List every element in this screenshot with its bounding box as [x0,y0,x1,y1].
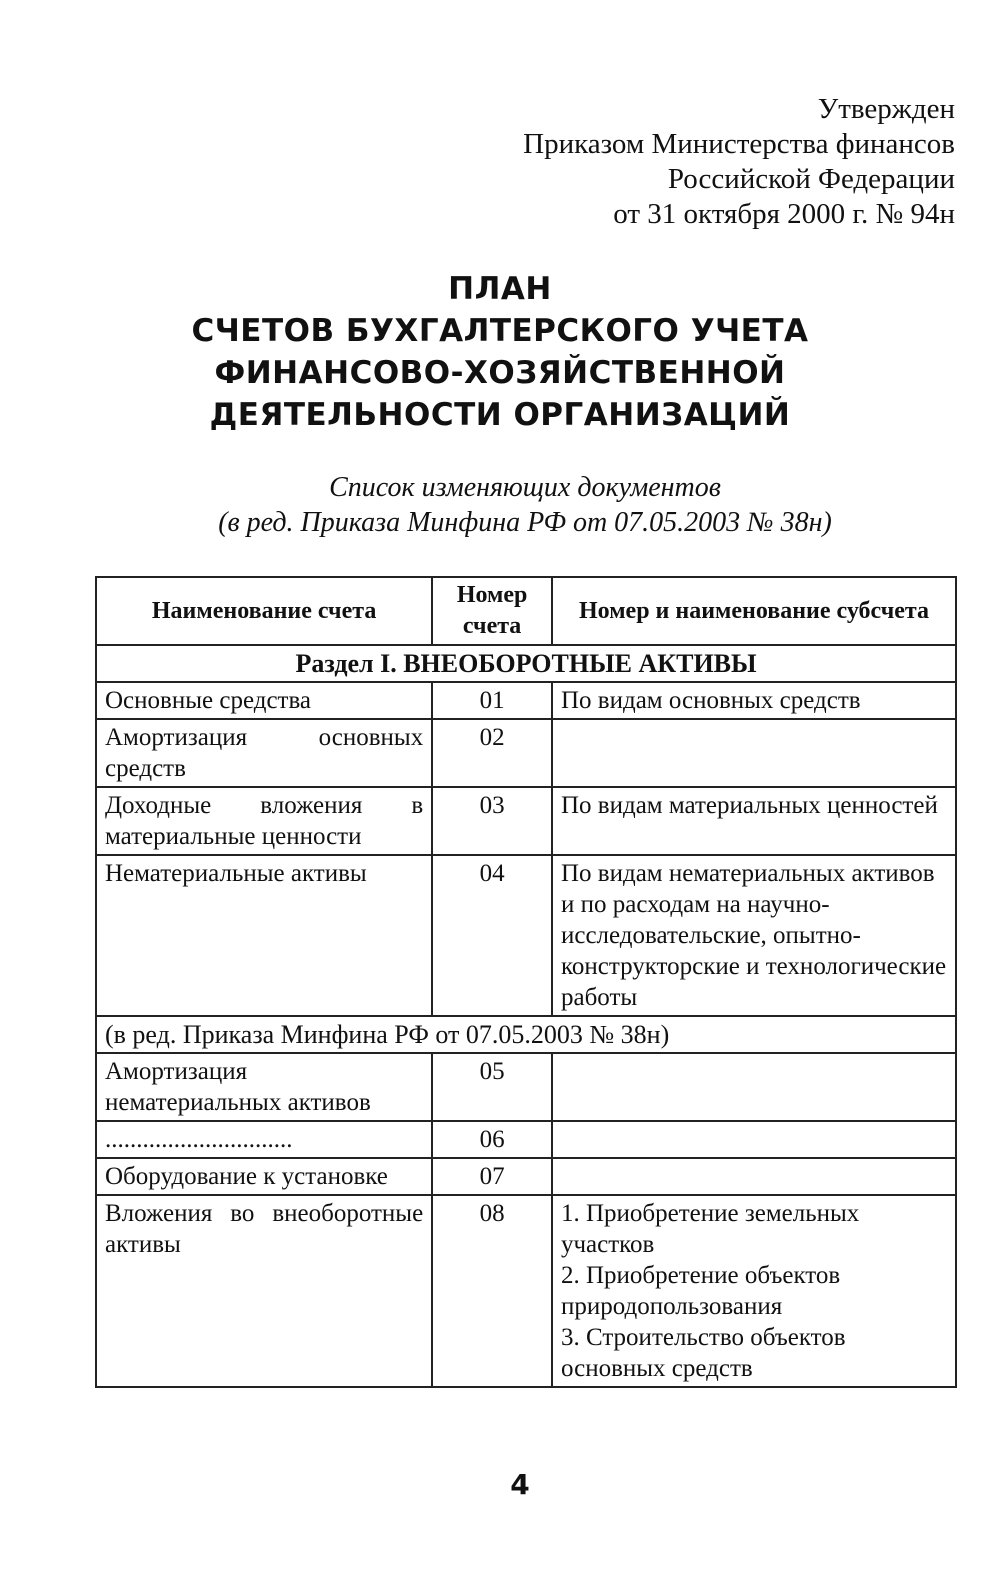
account-number: 08 [432,1195,552,1387]
subaccount: По видам нематериальных активов и по расходам на научно-исследовательские, опытно-конструкторские и технологические работы [552,855,956,1016]
subaccount-item: 2. Приобретение объектов природопользования [560,1262,841,1320]
table-row [96,682,956,719]
account-number: 06 [432,1121,552,1158]
approval-line-3: Российской Федерации [667,163,955,195]
table-row [96,1195,956,1387]
approval-line-1: Утвержден [817,93,955,125]
subaccount [552,1158,956,1195]
header-subaccount: Номер и наименование субсчета [552,577,956,645]
header-account-number: Номер счета [432,577,552,645]
header-account-name: Наименование счета [96,577,432,645]
subaccount [552,1121,956,1158]
subaccount-list [552,1195,956,1387]
section-title: Раздел I. ВНЕОБОРОТНЫЕ АКТИВЫ [96,645,956,682]
table-row [96,855,956,1016]
table-header-row [96,577,956,645]
chart-of-accounts-table [95,576,957,1388]
subaccount: По видам основных средств [552,682,956,719]
account-number: 07 [432,1158,552,1195]
table-row [96,787,956,855]
subaccount-item: 1. Приобретение земельных участков [560,1200,860,1258]
account-number: 01 [432,682,552,719]
amendment-note: (в ред. Приказа Минфина РФ от 07.05.2003 № 38н) [96,1016,956,1053]
amendments-note [0,470,1000,540]
table-row [96,719,956,787]
subaccount-item: 3. Строительство объектов основных средств [560,1324,846,1382]
section-row [96,645,956,682]
account-name: Амортизация нематериальных активов [96,1053,432,1121]
account-number: 02 [432,719,552,787]
subaccount: По видам материальных ценностей [552,787,956,855]
account-name: Доходные вложения в материальные ценности [96,787,432,855]
account-name: Вложения во внеоборотные активы [96,1195,432,1387]
title-line-1: ПЛАН [448,271,552,307]
page-number: 4 [510,1468,530,1501]
approval-line-2: Приказом Министерства финансов [523,128,955,160]
title-line-2: СЧЕТОВ БУХГАЛТЕРСКОГО УЧЕТА [191,313,809,349]
document-title [0,268,1000,436]
account-name: Амортизация основных средств [96,719,432,787]
account-number: 05 [432,1053,552,1121]
account-name: Основные средства [96,682,432,719]
account-number: 03 [432,787,552,855]
subaccount [552,1053,956,1121]
table-row [96,1158,956,1195]
amendments-heading: Список изменяющих документов [329,472,721,503]
account-name: Нематериальные активы [96,855,432,1016]
subaccount [552,719,956,787]
account-name: .............................. [96,1121,432,1158]
account-number: 04 [432,855,552,1016]
table-row [96,1121,956,1158]
approval-line-4: от 31 октября 2000 г. № 94н [613,198,955,230]
title-line-3: ФИНАНСОВО-ХОЗЯЙСТВЕННОЙ [214,355,786,391]
table-row [96,1053,956,1121]
note-row [96,1016,956,1053]
account-name: Оборудование к установке [96,1158,432,1195]
title-line-4: ДЕЯТЕЛЬНОСТИ ОРГАНИЗАЦИЙ [209,397,791,433]
amendments-reference: (в ред. Приказа Минфина РФ от 07.05.2003 № 38н) [218,507,832,538]
approval-block [355,92,955,232]
